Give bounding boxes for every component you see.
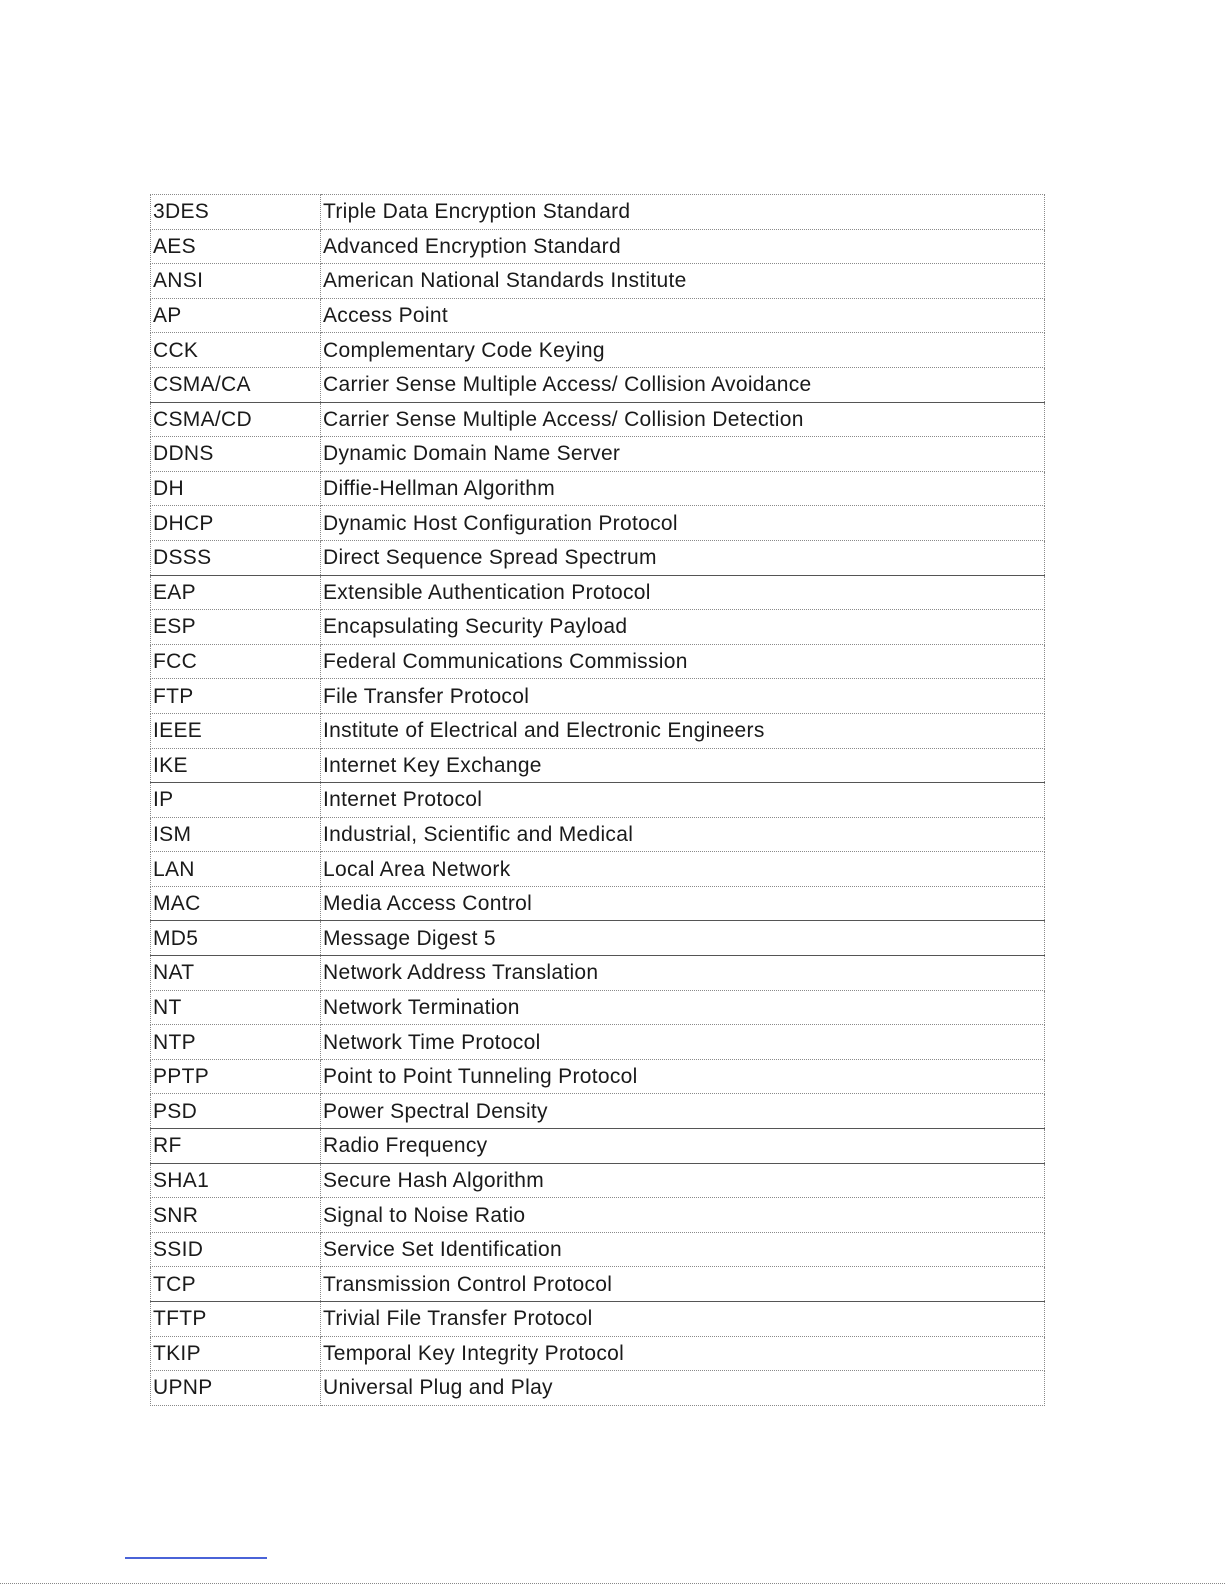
definition-cell: Power Spectral Density: [321, 1094, 1045, 1129]
definition-cell: Institute of Electrical and Electronic Engineers: [321, 713, 1045, 748]
abbreviation-cell: PPTP: [151, 1059, 321, 1094]
abbreviation-cell: IEEE: [151, 713, 321, 748]
abbreviation-cell: ANSI: [151, 264, 321, 299]
table-row: [151, 437, 1045, 472]
table-row: [151, 195, 1045, 230]
table-row: [151, 229, 1045, 264]
abbreviation-cell: DHCP: [151, 506, 321, 541]
table-row: [151, 886, 1045, 921]
abbreviation-cell: NAT: [151, 956, 321, 991]
definition-cell: Internet Key Exchange: [321, 748, 1045, 783]
table-row: [151, 1025, 1045, 1060]
abbreviation-cell: CSMA/CD: [151, 402, 321, 437]
abbreviation-cell: TCP: [151, 1267, 321, 1302]
abbreviation-cell: ESP: [151, 610, 321, 645]
definition-cell: Extensible Authentication Protocol: [321, 575, 1045, 610]
abbreviation-cell: CCK: [151, 333, 321, 368]
table-row: [151, 852, 1045, 887]
table-row: [151, 1163, 1045, 1198]
table-row: [151, 783, 1045, 818]
abbreviation-cell: FCC: [151, 644, 321, 679]
table-row: [151, 471, 1045, 506]
abbreviation-cell: EAP: [151, 575, 321, 610]
table-row: [151, 713, 1045, 748]
definition-cell: Radio Frequency: [321, 1129, 1045, 1164]
definition-cell: Dynamic Domain Name Server: [321, 437, 1045, 472]
abbreviation-cell: SHA1: [151, 1163, 321, 1198]
definition-cell: Transmission Control Protocol: [321, 1267, 1045, 1302]
definition-cell: Carrier Sense Multiple Access/ Collision Avoidance: [321, 367, 1045, 402]
table-row: [151, 540, 1045, 575]
table-row: [151, 990, 1045, 1025]
footer-rule: [125, 1557, 267, 1559]
abbreviation-cell: AES: [151, 229, 321, 264]
table-row: [151, 1232, 1045, 1267]
abbreviation-cell: TFTP: [151, 1302, 321, 1337]
definition-cell: Internet Protocol: [321, 783, 1045, 818]
abbreviation-cell: PSD: [151, 1094, 321, 1129]
table-row: [151, 644, 1045, 679]
definition-cell: Trivial File Transfer Protocol: [321, 1302, 1045, 1337]
definition-cell: Direct Sequence Spread Spectrum: [321, 540, 1045, 575]
table-row: [151, 264, 1045, 299]
table-row: [151, 610, 1045, 645]
abbreviation-cell: IP: [151, 783, 321, 818]
table-row: [151, 298, 1045, 333]
abbreviation-cell: FTP: [151, 679, 321, 714]
abbreviation-cell: MAC: [151, 886, 321, 921]
table-row: [151, 1336, 1045, 1371]
table-row: [151, 367, 1045, 402]
table-row: [151, 748, 1045, 783]
definition-cell: Universal Plug and Play: [321, 1371, 1045, 1406]
definition-cell: American National Standards Institute: [321, 264, 1045, 299]
definition-cell: Network Termination: [321, 990, 1045, 1025]
definition-cell: Point to Point Tunneling Protocol: [321, 1059, 1045, 1094]
table-row: [151, 402, 1045, 437]
definition-cell: File Transfer Protocol: [321, 679, 1045, 714]
abbreviation-cell: UPNP: [151, 1371, 321, 1406]
definition-cell: Signal to Noise Ratio: [321, 1198, 1045, 1233]
abbreviation-cell: ISM: [151, 817, 321, 852]
abbreviation-cell: DH: [151, 471, 321, 506]
definition-cell: Access Point: [321, 298, 1045, 333]
definition-cell: Local Area Network: [321, 852, 1045, 887]
definition-cell: Complementary Code Keying: [321, 333, 1045, 368]
table-row: [151, 506, 1045, 541]
abbreviation-cell: SNR: [151, 1198, 321, 1233]
glossary-table: [150, 194, 1045, 1406]
definition-cell: Dynamic Host Configuration Protocol: [321, 506, 1045, 541]
abbreviation-cell: DSSS: [151, 540, 321, 575]
table-row: [151, 1129, 1045, 1164]
definition-cell: Message Digest 5: [321, 921, 1045, 956]
definition-cell: Advanced Encryption Standard: [321, 229, 1045, 264]
table-row: [151, 1094, 1045, 1129]
definition-cell: Media Access Control: [321, 886, 1045, 921]
abbreviation-cell: TKIP: [151, 1336, 321, 1371]
table-row: [151, 333, 1045, 368]
abbreviation-cell: NT: [151, 990, 321, 1025]
page-bottom-edge: [0, 1583, 1225, 1584]
table-row: [151, 679, 1045, 714]
abbreviation-cell: IKE: [151, 748, 321, 783]
table-row: [151, 1267, 1045, 1302]
table-row: [151, 921, 1045, 956]
abbreviation-cell: CSMA/CA: [151, 367, 321, 402]
definition-cell: Industrial, Scientific and Medical: [321, 817, 1045, 852]
abbreviation-cell: 3DES: [151, 195, 321, 230]
table-row: [151, 956, 1045, 991]
definition-cell: Diffie-Hellman Algorithm: [321, 471, 1045, 506]
abbreviation-cell: LAN: [151, 852, 321, 887]
table-row: [151, 1198, 1045, 1233]
definition-cell: Encapsulating Security Payload: [321, 610, 1045, 645]
table-row: [151, 575, 1045, 610]
abbreviation-cell: RF: [151, 1129, 321, 1164]
table-row: [151, 1371, 1045, 1406]
definition-cell: Service Set Identification: [321, 1232, 1045, 1267]
definition-cell: Network Time Protocol: [321, 1025, 1045, 1060]
definition-cell: Federal Communications Commission: [321, 644, 1045, 679]
abbreviation-cell: MD5: [151, 921, 321, 956]
table-row: [151, 817, 1045, 852]
abbreviation-cell: DDNS: [151, 437, 321, 472]
definition-cell: Carrier Sense Multiple Access/ Collision Detection: [321, 402, 1045, 437]
abbreviation-cell: AP: [151, 298, 321, 333]
definition-cell: Triple Data Encryption Standard: [321, 195, 1045, 230]
table-row: [151, 1302, 1045, 1337]
definition-cell: Network Address Translation: [321, 956, 1045, 991]
definition-cell: Secure Hash Algorithm: [321, 1163, 1045, 1198]
abbreviation-cell: NTP: [151, 1025, 321, 1060]
abbreviation-cell: SSID: [151, 1232, 321, 1267]
definition-cell: Temporal Key Integrity Protocol: [321, 1336, 1045, 1371]
table-row: [151, 1059, 1045, 1094]
